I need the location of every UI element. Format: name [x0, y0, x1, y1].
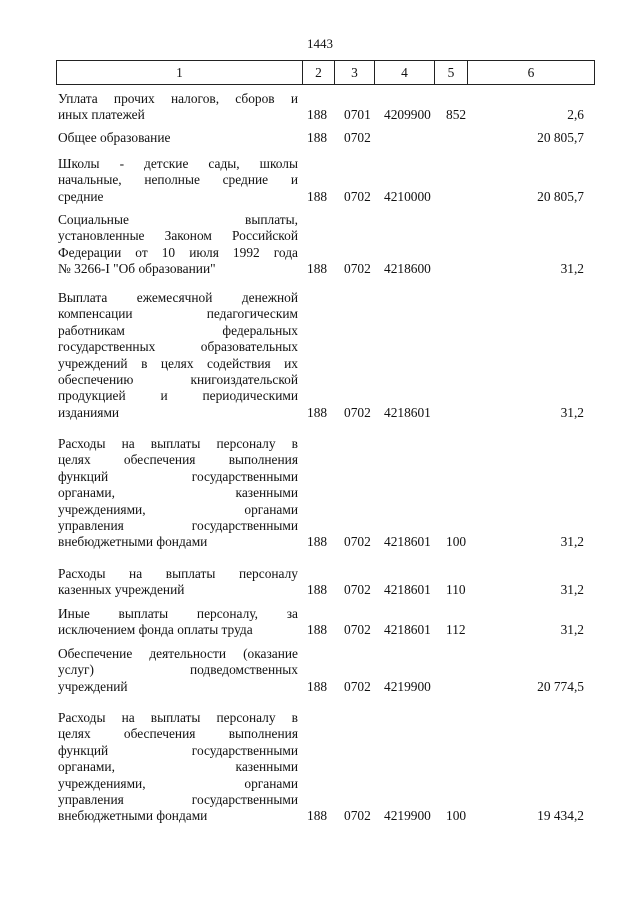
row-name-line: Обеспечение деятельности (оказание — [58, 646, 298, 661]
table-header — [56, 60, 595, 85]
row-gr-code: 188 — [307, 678, 328, 694]
row-name — [58, 212, 298, 278]
header-col-5: 5 — [434, 61, 467, 84]
header-col-4: 4 — [374, 61, 434, 84]
row-name-line: Общее образование — [58, 130, 171, 145]
row-name-line: внебюджетными фондами — [58, 808, 208, 824]
row-vr-code: 100 — [446, 534, 467, 550]
row-gr-code: 188 — [307, 188, 328, 204]
row-csr-code: 4218601 — [384, 582, 431, 598]
row-csr-code: 4209900 — [384, 107, 431, 123]
row-name — [58, 436, 298, 551]
row-gr-code: 188 — [307, 107, 328, 123]
row-name-line: исключением фонда оплаты труда — [58, 622, 253, 638]
row-name-line: управления государственными — [58, 792, 298, 808]
row-section-code: 0702 — [344, 678, 371, 694]
row-name-line: изданиями — [58, 404, 120, 420]
row-vr-code: 100 — [446, 808, 467, 824]
row-gr-code: 188 — [307, 129, 328, 145]
row-name — [58, 646, 298, 695]
row-value: 31,2 — [560, 582, 584, 598]
row-csr-code: 4218601 — [384, 622, 431, 638]
row-csr-code: 4219900 — [384, 808, 431, 824]
row-name-line: Расходы на выплаты персоналу — [58, 566, 298, 581]
table-row — [0, 436, 640, 551]
row-section-code: 0702 — [344, 622, 371, 638]
row-name-line: целях обеспечения выполнения — [58, 726, 298, 742]
row-section-code: 0702 — [344, 534, 371, 550]
table-row — [0, 156, 640, 205]
row-name-line: Уплата прочих налогов, сборов и — [58, 91, 298, 106]
row-csr-code: 4218600 — [384, 261, 431, 277]
table-row — [0, 566, 640, 599]
row-name-line: органами, казенными — [58, 485, 298, 501]
row-section-code: 0702 — [344, 261, 371, 277]
row-value: 2,6 — [567, 107, 584, 123]
row-name-line: начальные, неполные средние и — [58, 172, 298, 188]
row-name-line: работникам федеральных — [58, 322, 298, 338]
row-name-line: компенсации педагогическим — [58, 306, 298, 322]
row-gr-code: 188 — [307, 808, 328, 824]
row-name — [58, 710, 298, 825]
row-name — [58, 91, 298, 124]
table-row — [0, 290, 640, 421]
row-value: 31,2 — [560, 261, 584, 277]
row-name-line: целях обеспечения выполнения — [58, 452, 298, 468]
row-value: 31,2 — [560, 404, 584, 420]
row-name-line: учреждениями, органами — [58, 501, 298, 517]
row-name-line: Выплата ежемесячной денежной — [58, 290, 298, 305]
row-name-line: Школы - детские сады, школы — [58, 156, 298, 171]
table-row — [0, 710, 640, 825]
row-name-line: № 3266-I "Об образовании" — [58, 261, 216, 277]
row-section-code: 0701 — [344, 107, 371, 123]
row-section-code: 0702 — [344, 188, 371, 204]
row-name-line: Социальные выплаты, — [58, 212, 298, 227]
row-name-line: Иные выплаты персоналу, за — [58, 606, 298, 621]
row-name-line: учреждений в целях содействия их — [58, 355, 298, 371]
row-name-line: обеспечению книгоиздательской — [58, 372, 298, 388]
row-name-line: Расходы на выплаты персоналу в — [58, 710, 298, 725]
row-value: 31,2 — [560, 534, 584, 550]
row-name — [58, 156, 298, 205]
row-gr-code: 188 — [307, 622, 328, 638]
page-number: 1443 — [307, 36, 333, 51]
row-value: 19 434,2 — [537, 808, 584, 824]
table-row — [0, 646, 640, 695]
row-vr-code: 110 — [446, 582, 466, 598]
row-vr-code: 852 — [446, 107, 467, 123]
row-name-line: услуг) подведомственных — [58, 662, 298, 678]
row-vr-code: 112 — [446, 622, 466, 638]
row-name-line: продукцией и периодическими — [58, 388, 298, 404]
row-gr-code: 188 — [307, 404, 328, 420]
row-name — [58, 566, 298, 599]
row-csr-code: 4218601 — [384, 404, 431, 420]
row-name-line: учреждениями, органами — [58, 775, 298, 791]
row-value: 20 774,5 — [537, 678, 584, 694]
row-name — [58, 606, 298, 639]
row-name-line: функций государственными — [58, 468, 298, 484]
row-name-line: иных платежей — [58, 107, 145, 123]
table-row — [0, 606, 640, 639]
table-row — [0, 91, 640, 124]
row-value: 31,2 — [560, 622, 584, 638]
row-name-line: управления государственными — [58, 518, 298, 534]
row-value: 20 805,7 — [537, 129, 584, 145]
row-section-code: 0702 — [344, 582, 371, 598]
row-csr-code: 4219900 — [384, 678, 431, 694]
row-name-line: внебюджетными фондами — [58, 534, 208, 550]
row-name-line: государственных образовательных — [58, 339, 298, 355]
row-name-line: казенных учреждений — [58, 582, 185, 598]
row-name-line: установленные Законом Российской — [58, 228, 298, 244]
row-name-line: средние — [58, 188, 104, 204]
row-gr-code: 188 — [307, 261, 328, 277]
row-csr-code: 4218601 — [384, 534, 431, 550]
header-col-1: 1 — [176, 65, 183, 80]
row-value: 20 805,7 — [537, 188, 584, 204]
row-name — [58, 290, 298, 421]
row-name-line: органами, казенными — [58, 759, 298, 775]
header-col-3: 3 — [334, 61, 374, 84]
row-gr-code: 188 — [307, 534, 328, 550]
row-name-line: Расходы на выплаты персоналу в — [58, 436, 298, 451]
row-csr-code: 4210000 — [384, 188, 431, 204]
row-name — [58, 130, 298, 146]
row-name-line: учреждений — [58, 678, 128, 694]
row-gr-code: 188 — [307, 582, 328, 598]
row-section-code: 0702 — [344, 129, 371, 145]
row-name-line: Федерации от 10 июля 1992 года — [58, 244, 298, 260]
row-section-code: 0702 — [344, 404, 371, 420]
header-col-6: 6 — [467, 61, 594, 84]
table-row — [0, 212, 640, 278]
header-col-2: 2 — [302, 61, 334, 84]
row-name-line: функций государственными — [58, 742, 298, 758]
row-section-code: 0702 — [344, 808, 371, 824]
table-row — [0, 130, 640, 146]
